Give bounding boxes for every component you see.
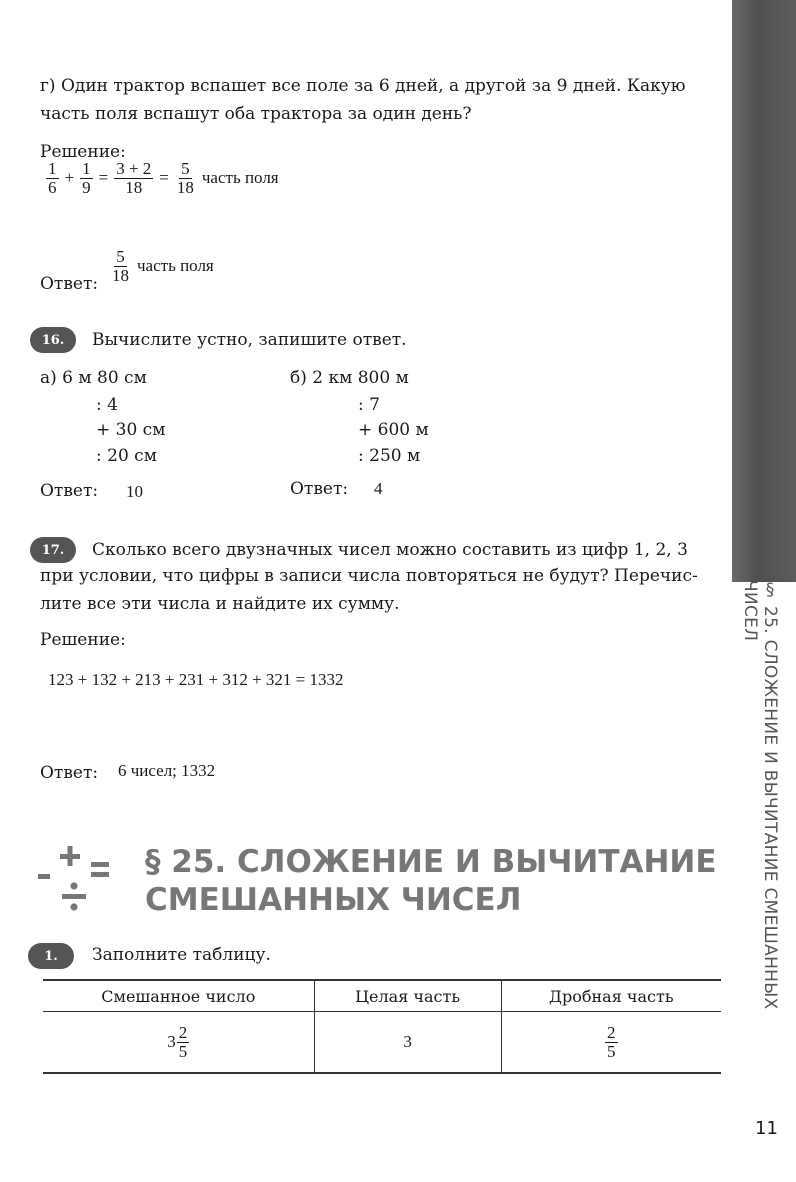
task-g-line2: часть поля вспашут оба трактора за один день?: [40, 104, 472, 124]
table-header-row: [43, 980, 721, 1012]
task-16b-line3: + 600 м: [358, 420, 429, 440]
cell-mixed-number: [43, 1012, 314, 1074]
task-16b-answer-label: Ответ:: [290, 479, 349, 499]
plus-sign: +: [64, 168, 75, 188]
cell-whole-part: [314, 1012, 501, 1074]
task-16b-line2: : 7: [358, 395, 380, 415]
task-16a-line1: а) 6 м 80 см: [40, 368, 147, 388]
section-title-line1: § 25. СЛОЖЕНИЕ И ВЫЧИТАНИЕ: [145, 844, 717, 880]
math-operations-icon: [36, 842, 126, 922]
answer-tail: часть поля: [137, 256, 214, 276]
fraction-sum: $\frac{3 + 2}{18}$: [116, 159, 152, 197]
mixed-fraction: $\frac{2}{5}$: [178, 1022, 188, 1061]
task-1-prompt: Заполните таблицу.: [92, 945, 271, 965]
task-g-line1: г) Один трактор вспашет все поле за 6 дней, а другой за 9 дней. Какую: [40, 76, 686, 96]
task-g-solution: [46, 160, 279, 197]
task-16a-answer-label: Ответ:: [40, 481, 99, 501]
page-number: 11: [755, 1118, 778, 1139]
task-g-tail: часть поля: [201, 168, 279, 188]
fraction-1-9: $\frac{1}{9}$: [82, 159, 91, 197]
fraction-value: $\frac{2}{5}$: [607, 1022, 616, 1061]
task-17-badge: 17.: [30, 537, 76, 563]
task-16a-line3: + 30 см: [96, 420, 166, 440]
task-17-line2: при условии, что цифры в записи числа повторяться не будут? Перечис-: [40, 566, 698, 586]
section-title: [145, 843, 717, 919]
fraction-result: $\frac{5}{18}$: [176, 159, 194, 197]
task-17-line1: Сколько всего двузначных чисел можно составить из цифр 1, 2, 3: [92, 540, 688, 560]
task-g-solution-label: Решение:: [40, 142, 126, 162]
task-16-prompt: Вычислите устно, запишите ответ.: [92, 330, 407, 350]
task-16b-answer: 4: [374, 479, 383, 498]
fraction-1-6: $\frac{1}{6}$: [48, 159, 57, 197]
mixed-number-table: [43, 979, 721, 1074]
task-g-answer: [110, 248, 214, 285]
header-whole-part: Целая часть: [314, 980, 501, 1012]
cell-fraction-part: [501, 1012, 721, 1074]
task-16a-line4: : 20 см: [96, 446, 157, 466]
section-title-line2: СМЕШАННЫХ ЧИСЕЛ: [145, 882, 522, 918]
whole-value: 3: [403, 1032, 412, 1051]
task-16b-line1: б) 2 км 800 м: [290, 368, 409, 388]
table-row: [43, 1012, 721, 1074]
sidebar-strip: [732, 0, 796, 582]
header-mixed-number: Смешанное число: [43, 980, 314, 1012]
side-chapter-title: § 25. СЛОЖЕНИЕ И ВЫЧИТАНИЕ СМЕШАННЫХ ЧИСЕЛ: [740, 580, 780, 1010]
task-16-badge: 16.: [30, 327, 76, 353]
mixed-whole: 3: [167, 1032, 176, 1051]
task-17-answer: 6 чисел; 1332: [118, 761, 216, 780]
answer-fraction: $\frac{5}{18}$: [112, 247, 129, 285]
task-17-solution: 123 + 132 + 213 + 231 + 312 + 321 = 1332: [48, 670, 344, 689]
header-fraction-part: Дробная часть: [501, 980, 721, 1012]
task-17-line3: лите все эти числа и найдите их сумму.: [40, 594, 400, 614]
task-16a-answer: 10: [126, 482, 143, 501]
task-g-answer-label: Ответ:: [40, 274, 99, 294]
equals-sign: =: [98, 168, 109, 188]
task-1-badge: 1.: [28, 943, 74, 969]
task-17-solution-label: Решение:: [40, 630, 126, 650]
task-16a-line2: : 4: [96, 395, 118, 415]
equals-sign: =: [159, 168, 169, 188]
task-17-answer-label: Ответ:: [40, 763, 99, 783]
task-16b-line4: : 250 м: [358, 446, 421, 466]
